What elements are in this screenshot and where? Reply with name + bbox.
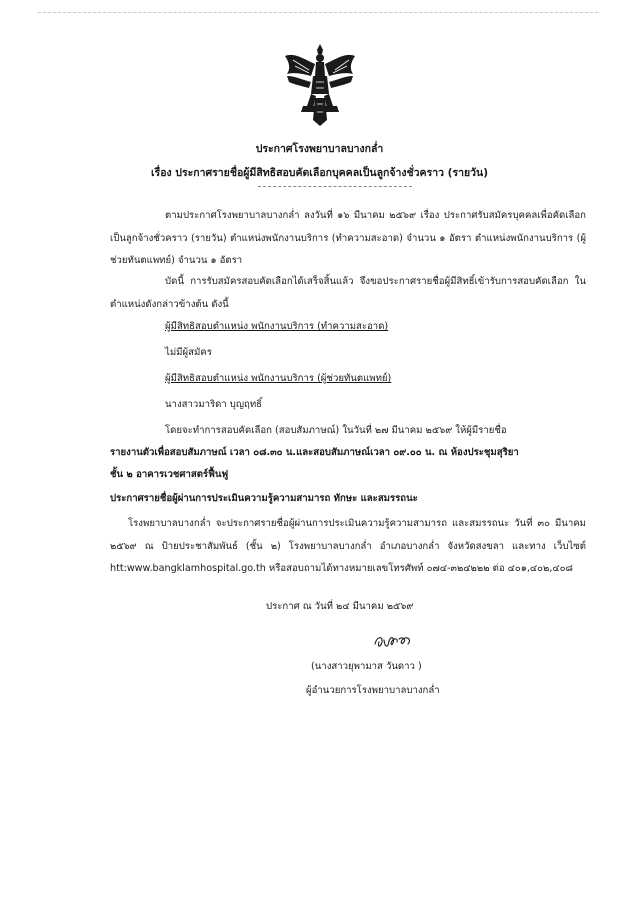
title-divider bbox=[258, 186, 412, 187]
section-heading-cleaning: ผู้มีสิทธิสอบตำแหน่ง พนักงานบริการ (ทำความสะอาด) bbox=[165, 321, 389, 332]
exam-schedule-line-2: รายงานตัวเพื่อสอบสัมภาษณ์ เวลา ๐๘.๓๐ น.และสอบสัมภาษณ์เวลา ๐๙.๐๐ น. ณ ห้องประชุมสุริยา bbox=[110, 447, 519, 458]
exam-schedule-line-1: โดยจะทำการสอบคัดเลือก (สอบสัมภาษณ์) ในวันที่ ๒๗ มีนาคม ๒๕๖๙ ให้ผู้มีรายชื่อ bbox=[165, 425, 507, 436]
section-value-cleaning: ไม่มีผู้สมัคร bbox=[165, 347, 212, 358]
announce-date: ประกาศ ณ วันที่ ๒๔ มีนาคม ๒๕๖๙ bbox=[266, 601, 414, 612]
signatory-name: (นางสาวยุพามาส วันดาว ) bbox=[311, 661, 422, 672]
section-heading-dental-assistant: ผู้มีสิทธิสอบตำแหน่ง พนักงานบริการ (ผู้ช่วยทันตแพทย์) bbox=[165, 373, 392, 384]
exam-schedule-line-3: ชั้น ๒ อาคารเวชศาสตร์ฟื้นฟู bbox=[110, 469, 229, 480]
top-border bbox=[38, 12, 598, 13]
document-subject: เรื่อง ประกาศรายชื่อผู้มีสิทธิสอบคัดเลือกบุคคลเป็นลูกจ้างชั่วคราว (รายวัน) bbox=[150, 167, 489, 179]
signatory-position: ผู้อำนวยการโรงพยาบาลบางกล่ำ bbox=[306, 685, 440, 696]
section-value-dental-assistant: นางสาวมาริดา บุญฤทธิ์ bbox=[165, 399, 263, 410]
paragraph-reference: ตามประกาศโรงพยาบาลบางกล่ำ ลงวันที่ ๑๖ มีนาคม ๒๕๖๙ เรื่อง ประกาศรับสมัครบุคคลเพื่อคัดเลือกเป็นลูกจ้างชั่วคราว (รายวัน) ตำแหน่งพนักงานบริการ (ทำความสะอาด) จำนวน ๑ อัตรา ตำแหน่งพนักงานบริการ (ผู้ช่วยทันตแพทย์) จำนวน ๑ อัตรา bbox=[110, 210, 586, 266]
garuda-emblem-icon bbox=[281, 42, 359, 126]
signature-icon bbox=[373, 630, 413, 652]
paragraph-announcement: บัดนี้ การรับสมัครสอบคัดเลือกได้เสร็จสิ้นแล้ว จึงขอประกาศรายชื่อผู้มีสิทธิ์เข้ารับการสอบคัดเลือก ในตำแหน่งดังกล่าวข้างต้น ดังนี้ bbox=[110, 276, 586, 310]
document-title: ประกาศโรงพยาบาลบางกล่ำ bbox=[255, 143, 384, 155]
results-heading: ประกาศรายชื่อผู้ผ่านการประเมินความรู้ความสามารถ ทักษะ และสมรรถนะ bbox=[110, 493, 418, 504]
results-paragraph: โรงพยาบาลบางกล่ำ จะประกาศรายชื่อผู้ผ่านการประเมินความรู้ความสามารถ และสมรรถนะ วันที่ ๓๐ มีนาคม ๒๕๖๙ ณ ป้ายประชาสัมพันธ์ (ชั้น ๒) โรงพยาบาลบางกล่ำ อำเภอบางกล่ำ จังหวัดสงขลา และทาง เว็บไซต์ htt:www.bangklamhospital.go.th หรือสอบถามได้ทางหมายเลขโทรศัพท์ ๐๗๔-๓๒๔๒๒๒ ต่อ ๔๐๑,๔๐๒,๔๐๘ bbox=[110, 518, 586, 574]
